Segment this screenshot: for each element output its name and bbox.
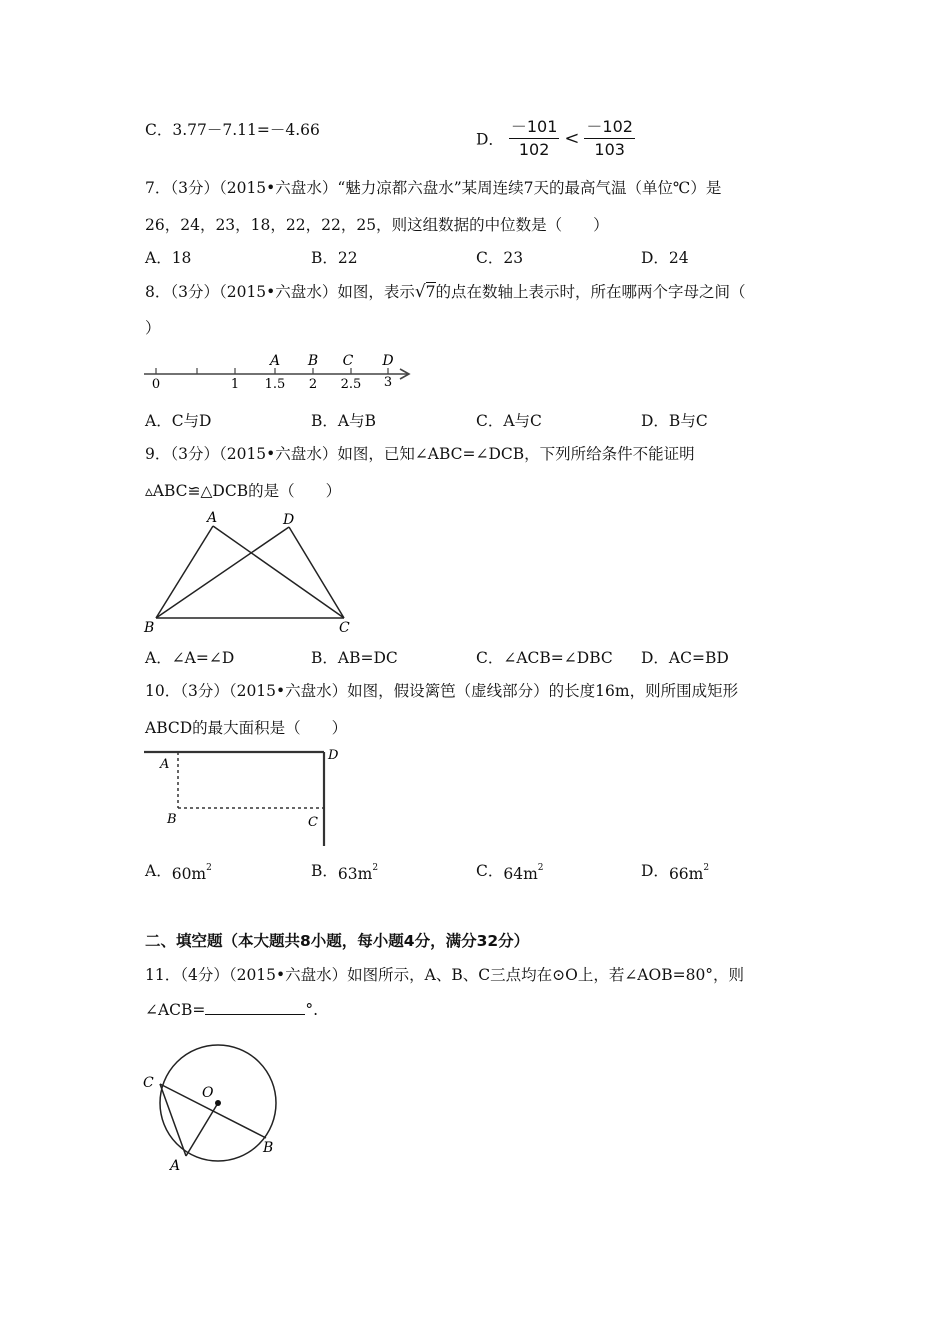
option-sup: 2 xyxy=(206,862,212,873)
fraction-2 xyxy=(584,116,635,161)
q10-option-c xyxy=(476,859,544,881)
q8-stem-post: 的点在数轴上表示时，所在哪两个字母之间（ xyxy=(435,283,746,301)
q9-option-c: C．∠ACB=∠DBC xyxy=(476,649,613,667)
q7-option-d: D．24 xyxy=(641,249,689,267)
q8-stem-line2: ） xyxy=(145,319,161,337)
q8-stem-pre: 8．（3分）（2015•六盘水）如图，表示 xyxy=(145,283,415,301)
vertex-label-a: A xyxy=(207,510,218,526)
q10-option-b xyxy=(311,859,378,881)
option-sup: 2 xyxy=(537,862,544,873)
option-value: 63m xyxy=(337,865,373,883)
corner-label-b: B xyxy=(167,812,177,827)
q6-option-d xyxy=(476,116,635,161)
q7-stem-line2: 26，24，23，18，22，22，25，则这组数据的中位数是（ ） xyxy=(145,216,609,234)
q7-option-a: A．18 xyxy=(145,249,192,267)
sqrt-symbol: √ xyxy=(414,282,426,302)
section-heading: 二、填空题（本大题共8小题，每小题4分，满分32分） xyxy=(145,932,530,950)
point-label-a: A xyxy=(170,1158,181,1174)
q7-stem-line1: 7．（3分）（2015•六盘水）“魅力凉都六盘水”某周连续7天的最高气温（单位℃）是 xyxy=(145,179,722,197)
fraction-1 xyxy=(509,116,560,161)
q7-option-b: B．22 xyxy=(311,249,358,267)
option-value: 66m xyxy=(668,865,704,883)
point-label-a: A xyxy=(269,353,281,369)
sqrt-argument: 7 xyxy=(425,283,436,301)
point-label-d: D xyxy=(382,353,394,369)
tick-label-1.5: 1.5 xyxy=(264,377,286,392)
center-point xyxy=(215,1100,221,1106)
tick-label-2.5: 2.5 xyxy=(340,377,362,392)
corner-label-a: A xyxy=(160,757,170,772)
option-prefix: A． xyxy=(145,862,172,880)
fraction-1-numerator: －101 xyxy=(509,116,560,139)
vertex-label-c: C xyxy=(339,620,350,636)
q9-stem-line1: 9．（3分）（2015•六盘水）如图，已知∠ABC=∠DCB，下列所给条件不能证明 xyxy=(145,445,695,463)
q10-option-d xyxy=(641,859,709,881)
point-label-b: B xyxy=(307,353,319,369)
vertex-label-b: B xyxy=(144,620,155,636)
option-prefix: C． xyxy=(476,862,504,880)
q9-stem-line2: ▵ABC≌△DCB的是（ ） xyxy=(145,482,342,500)
q8-option-b: B．A与B xyxy=(311,412,376,430)
tick-label-3: 3 xyxy=(383,375,393,390)
q8-option-c: C．A与C xyxy=(476,412,542,430)
vertex-label-d: D xyxy=(283,512,295,528)
q11-stem-pre: ∠ACB= xyxy=(145,1001,206,1019)
q6-option-d-label: D． xyxy=(476,130,504,149)
q10-stem-line2: ABCD的最大面积是（ ） xyxy=(145,719,348,737)
option-value: 60m xyxy=(171,865,207,883)
q8-stem-line1 xyxy=(145,280,746,302)
q9-option-a: A．∠A=∠D xyxy=(145,649,235,667)
option-sup: 2 xyxy=(372,862,379,873)
q10-option-a xyxy=(145,859,212,881)
corner-label-c: C xyxy=(308,815,318,830)
triangles-figure xyxy=(140,508,365,640)
tick-label-1: 1 xyxy=(230,377,240,392)
option-prefix: D． xyxy=(641,862,669,880)
q8-option-a: A．C与D xyxy=(145,412,212,430)
corner-label-d: D xyxy=(328,748,339,763)
option-value: 64m xyxy=(503,865,538,883)
point-label-c: C xyxy=(143,1075,154,1091)
q11-stem-line2 xyxy=(145,1000,318,1019)
option-prefix: B． xyxy=(311,862,338,880)
q6-option-c: C．3.77－7.11=－4.66 xyxy=(145,121,320,139)
point-label-b: B xyxy=(263,1140,274,1156)
circle-figure xyxy=(138,1038,288,1178)
number-line-figure xyxy=(140,348,420,396)
fence-dashed xyxy=(178,752,324,808)
less-than-sign: < xyxy=(564,128,580,149)
fraction-2-numerator: －102 xyxy=(584,116,635,139)
q10-stem-line1: 10．（3分）（2015•六盘水）如图，假设篱笆（虚线部分）的长度16m，则所围成矩形 xyxy=(145,682,739,700)
q9-option-d: D．AC=BD xyxy=(641,649,729,667)
tick-label-2: 2 xyxy=(308,377,318,392)
point-label-o: O xyxy=(202,1085,214,1101)
q11-stem-line1: 11．（4分）（2015•六盘水）如图所示，A、B、C三点均在⊙O上，若∠AOB=80°，则 xyxy=(145,966,745,984)
tick-label-0: 0 xyxy=(151,377,161,392)
fraction-2-denominator: 103 xyxy=(594,140,625,159)
rectangle-fence-figure xyxy=(140,742,350,850)
fraction-1-denominator: 102 xyxy=(518,140,550,159)
point-label-c: C xyxy=(342,353,354,369)
q7-option-c: C．23 xyxy=(476,249,524,267)
option-sup: 2 xyxy=(703,862,710,873)
q8-option-d: D．B与C xyxy=(641,412,708,430)
q9-option-b: B．AB=DC xyxy=(311,649,398,667)
q11-stem-post: °. xyxy=(305,1001,319,1019)
answer-blank[interactable] xyxy=(205,1000,305,1015)
triangle-lines xyxy=(156,526,344,618)
